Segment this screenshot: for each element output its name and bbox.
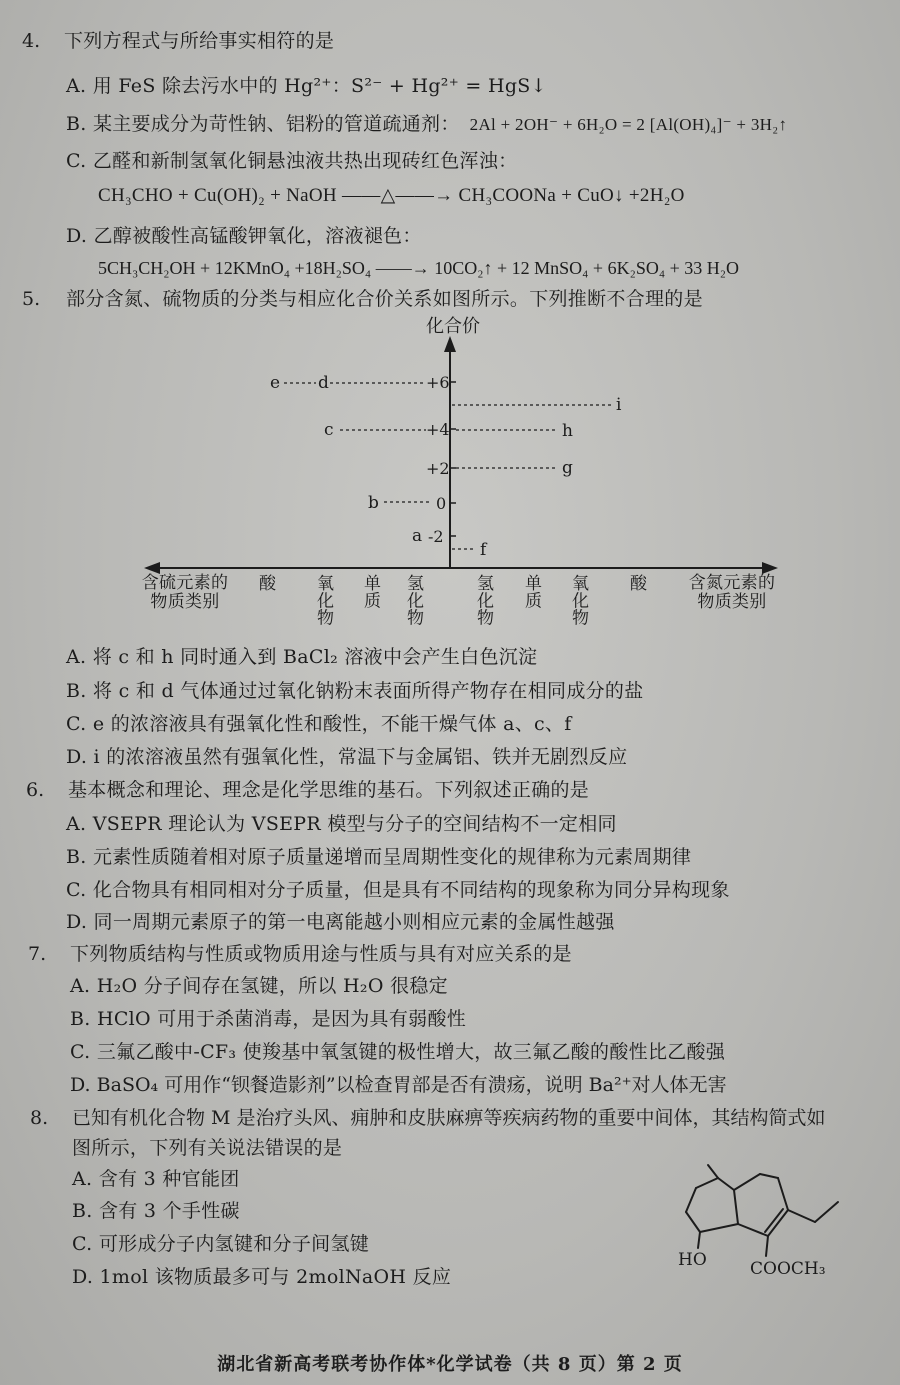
q6-number: 6. (26, 779, 45, 801)
q7-option-c: C. 三氟乙酸中-CF₃ 使羧基中氧氢键的极性增大，故三氟乙酸的酸性比乙酸强 (70, 1041, 726, 1063)
tick-label-minus2: -2 (428, 527, 444, 546)
right-cat-acid: 酸 (626, 574, 646, 592)
point-b: b (368, 493, 379, 513)
q8-option-d: D. 1mol 该物质最多可与 2molNaOH 反应 (72, 1266, 452, 1288)
q6-option-d: D. 同一周期元素原子的第一电离能越小则相应元素的金属性越强 (66, 911, 615, 933)
q6-option-a: A. VSEPR 理论认为 VSEPR 模型与分子的空间结构不一定相同 (66, 813, 617, 835)
q7-option-d: D. BaSO₄ 可用作“钡餐造影剂”以检查胃部是否有溃疡，说明 Ba²⁺对人体无害 (70, 1074, 727, 1096)
point-c: c (324, 420, 334, 440)
right-axis-label: 含氮元素的物质类别 (688, 573, 776, 612)
left-cat-element: 单质 (360, 574, 380, 609)
left-cat-hydride: 氢化物 (403, 574, 423, 626)
page-footer: 湖北省新高考联考协作体*化学试卷（共 8 页）第 2 页 (217, 1354, 683, 1375)
q8-option-c: C. 可形成分子内氢键和分子间氢键 (72, 1233, 370, 1255)
point-h: h (562, 421, 573, 441)
q4-option-c: C. 乙醛和新制氢氧化铜悬浊液共热出现砖红色浑浊： (66, 150, 518, 172)
q4-number: 4. (22, 30, 41, 52)
right-cat-oxide: 氧化物 (568, 574, 588, 626)
molecule-structure (670, 1150, 860, 1290)
tick-label-plus2: +2 (426, 459, 450, 478)
point-e: e (270, 373, 281, 393)
right-cat-hydride: 氢化物 (473, 574, 493, 626)
q5-option-b: B. 将 c 和 d 气体通过过氧化钠粉末表面所得产物存在相同成分的盐 (66, 680, 644, 702)
tick-label-plus6: +6 (426, 373, 450, 392)
ester-label: COOCH₃ (750, 1259, 826, 1279)
left-axis-label: 含硫元素的物质类别 (141, 573, 229, 612)
hydroxyl-label: HO (678, 1250, 707, 1270)
q8-stem-line2: 图所示，下列有关说法错误的是 (72, 1137, 343, 1159)
q7-number: 7. (28, 943, 47, 965)
left-cat-oxide: 氧化物 (313, 574, 333, 626)
right-cat-element: 单质 (521, 574, 541, 609)
q5-number: 5. (22, 288, 41, 310)
point-f: f (480, 540, 487, 560)
q6-stem: 基本概念和理论、理念是化学思维的基石。下列叙述正确的是 (68, 779, 590, 801)
point-i: i (616, 395, 622, 415)
tick-label-zero: 0 (436, 494, 447, 513)
left-cat-acid: 酸 (255, 574, 275, 592)
q7-option-a: A. H₂O 分子间存在氢键，所以 H₂O 很稳定 (70, 975, 448, 997)
q8-option-b: B. 含有 3 个手性碳 (72, 1200, 240, 1222)
q4-stem: 下列方程式与所给事实相符的是 (64, 30, 335, 52)
q4-option-c-equation: CH₃CHO + Cu(OH)₂ + NaOH ——△——→ CH₃COONa + CuO↓ +2H₂O (98, 185, 685, 206)
q7-option-b: B. HClO 可用于杀菌消毒，是因为具有弱酸性 (70, 1008, 467, 1030)
point-a: a (412, 526, 423, 546)
q4-option-d: D. 乙醇被酸性高锰酸钾氧化，溶液褪色： (66, 225, 422, 247)
q5-option-a: A. 将 c 和 h 同时通入到 BaCl₂ 溶液中会产生白色沉淀 (66, 646, 538, 668)
q5-option-d: D. i 的浓溶液虽然有强氧化性，常温下与金属铝、铁并无剧烈反应 (66, 746, 628, 768)
q4-option-d-equation: 5CH₃CH₂OH + 12KMnO₄ +18H₂SO₄ ——→ 10CO₂↑ + 12 MnSO₄ + 6K₂SO₄ + 33 H₂O (98, 258, 740, 278)
q5-stem: 部分含氮、硫物质的分类与相应化合价关系如图所示。下列推断不合理的是 (66, 288, 703, 310)
q7-stem: 下列物质结构与性质或物质用途与性质与具有对应关系的是 (70, 943, 572, 965)
q4-option-a: A. 用 FeS 除去污水中的 Hg²⁺：S²⁻ + Hg²⁺ = HgS↓ (66, 75, 547, 97)
y-axis-title: 化合价 (426, 316, 480, 337)
point-d: d (318, 373, 329, 393)
q6-option-c: C. 化合物具有相同相对分子质量，但是具有不同结构的现象称为同分异构现象 (66, 879, 730, 901)
q5-option-c: C. e 的浓溶液具有强氧化性和酸性，不能干燥气体 a、c、f (66, 713, 572, 735)
q8-number: 8. (30, 1107, 49, 1129)
tick-label-plus4: +4 (426, 420, 450, 439)
q4-option-b: B. 某主要成分为苛性钠、铝粉的管道疏通剂： 2Al + 2OH⁻ + 6H₂O = 2 [Al(OH)₄]⁻ + 3H₂↑ (66, 113, 788, 135)
point-g: g (562, 458, 573, 478)
q6-option-b: B. 元素性质随着相对原子质量递增而呈周期性变化的规律称为元素周期律 (66, 846, 692, 868)
q8-option-a: A. 含有 3 种官能团 (72, 1168, 240, 1190)
q8-stem-line1: 已知有机化合物 M 是治疗头风、痈肿和皮肤麻痹等疾病药物的重要中间体，其结构简式如 (72, 1107, 826, 1129)
